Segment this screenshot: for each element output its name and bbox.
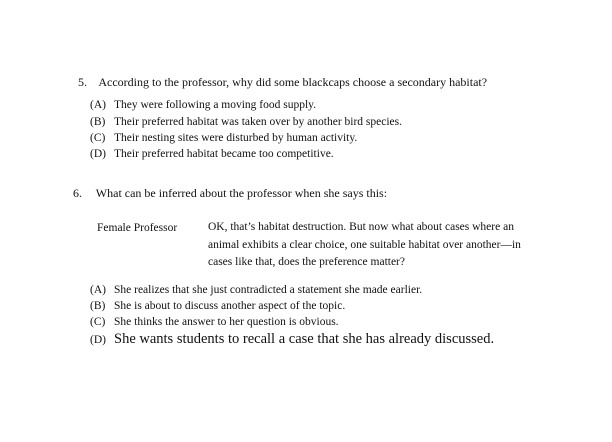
option-c[interactable] [90,315,339,329]
option-a[interactable] [90,283,422,297]
option-d[interactable] [90,331,494,348]
quote-line: OK, that’s habitat destruction. But now what about cases where an [208,221,514,233]
option-text: She realizes that she just contradicted a statement she made earlier. [114,284,423,296]
question-5 [78,75,487,89]
question-number: 5. [78,75,87,89]
option-c[interactable] [90,131,357,145]
quote-line: animal exhibits a clear choice, one suitable habitat over another—in [208,238,521,251]
option-letter: (A) [90,99,106,111]
question-text: According to the professor, why did some blackcaps choose a secondary habitat? [98,75,488,89]
option-text: Their preferred habitat was taken over by another bird species. [114,116,403,128]
option-b[interactable] [90,299,345,313]
option-text: Their preferred habitat became too competitive. [114,148,334,160]
option-letter: (B) [90,116,106,128]
option-letter: (D) [90,334,106,346]
option-letter: (A) [90,284,106,296]
option-text: They were following a moving food supply. [114,99,317,111]
option-letter: (B) [90,300,106,312]
question-number: 6. [73,186,82,200]
option-d[interactable] [90,147,334,161]
option-text: Their nesting sites were disturbed by human activity. [114,132,358,144]
option-letter: (C) [90,316,106,328]
quote-block [208,219,558,272]
question-text: What can be inferred about the professor when she says this: [95,186,388,200]
option-text: She thinks the answer to her question is obvious. [114,316,339,328]
option-a[interactable] [90,98,316,112]
option-letter: (C) [90,132,106,144]
quote-line: cases like that, does the preference matter? [208,256,405,268]
question-6 [73,186,387,200]
option-text: She wants students to recall a case that she has already discussed. [114,331,495,347]
option-b[interactable] [90,115,402,129]
speaker-label: Female Professor [97,222,178,234]
option-text: She is about to discuss another aspect of the topic. [114,300,346,312]
option-letter: (D) [90,148,106,160]
